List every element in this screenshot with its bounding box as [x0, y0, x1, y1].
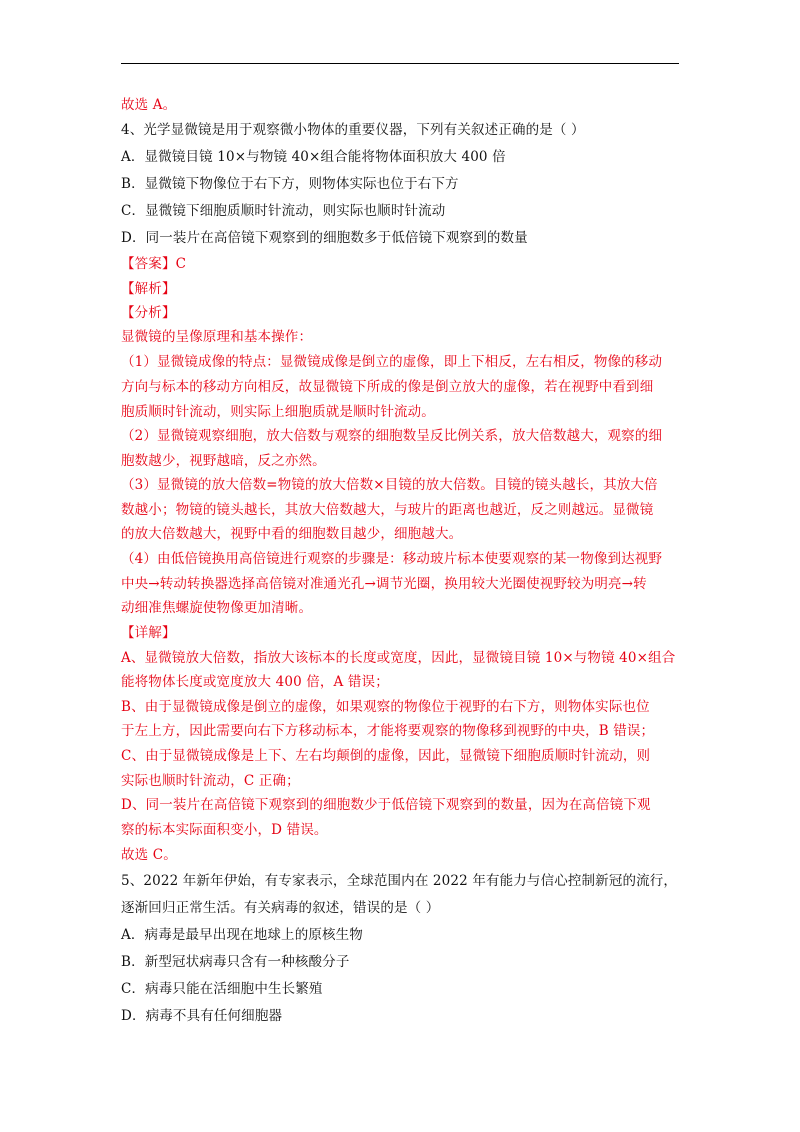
q4-xiangjie-line: D、同一装片在高倍镜下观察到的细胞数少于低倍镜下观察到的数量，因为在高倍镜下观 — [121, 797, 651, 813]
q4-xiangjie-line: B、由于显微镜成像是倒立的虚像，如果观察的物像位于视野的右下方，则物体实际也位 — [121, 699, 650, 715]
prev-conclusion: 故选 A。 — [121, 97, 177, 113]
q4-option-b: B．显微镜下物像位于右下方，则物体实际也位于右下方 — [121, 176, 459, 192]
q4-fenxi-line: 的放大倍数越大，视野中看的细胞数目越少，细胞越大。 — [121, 526, 463, 542]
header-rule — [121, 63, 679, 64]
q4-fenxi-line: （2）显微镜观察细胞，放大倍数与观察的细胞数呈反比例关系，放大倍数越大，观察的细 — [121, 428, 663, 444]
q4-xiangjie-line: 能将物体长度或宽度放大 400 倍，A 错误； — [121, 674, 389, 690]
q5-stem-line: 5、2022 年新年伊始，有专家表示，全球范围内在 2022 年有能力与信心控制新冠的流行， — [121, 873, 678, 889]
q4-answer: 【答案】C — [121, 256, 187, 272]
q4-fenxi-heading: 【分析】 — [121, 305, 176, 321]
q4-fenxi-line: 动细准焦螺旋使物像更加清晰。 — [121, 600, 313, 616]
q5-option-c: C．病毒只能在活细胞中生长繁殖 — [121, 981, 323, 997]
q5-option-a: A．病毒是最早出现在地球上的原核生物 — [121, 927, 363, 943]
q4-option-a: A．显微镜目镜 10×与物镜 40×组合能将物体面积放大 400 倍 — [121, 149, 506, 165]
q4-fenxi-line: 方向与标本的移动方向相反，故显微镜下所成的像是倒立放大的虚像，若在视野中看到细 — [121, 379, 654, 395]
q4-fenxi-line: （4）由低倍镜换用高倍镜进行观察的步骤是：移动玻片标本使要观察的某一物像到达视野 — [121, 551, 663, 567]
q4-conclusion: 故选 C。 — [121, 847, 177, 863]
q4-xiangjie-line: 察的标本实际面积变小，D 错误。 — [121, 822, 328, 838]
q4-fenxi-line: （3）显微镜的放大倍数=物镜的放大倍数×目镜的放大倍数。目镜的镜头越长，其放大倍 — [121, 477, 658, 493]
q5-stem-line: 逐渐回归正常生活。有关病毒的叙述，错误的是（ ） — [121, 900, 440, 916]
q4-option-c: C．显微镜下细胞质顺时针流动，则实际也顺时针流动 — [121, 203, 446, 219]
q4-xiangjie-line: C、由于显微镜成像是上下、左右均颠倒的虚像，因此，显微镜下细胞质顺时针流动，则 — [121, 748, 651, 764]
q4-fenxi-line: 数越小；物镜的镜头越长，其放大倍数越大，与玻片的距离也越近，反之则越远。显微镜 — [121, 502, 654, 518]
q4-jiexi-heading: 【解析】 — [121, 281, 176, 297]
q4-stem: 4、光学显微镜是用于观察微小物体的重要仪器，下列有关叙述正确的是（ ） — [121, 122, 585, 138]
q4-xiangjie-heading: 【详解】 — [121, 625, 176, 641]
q4-fenxi-line: 胞质顺时针流动，则实际上细胞质就是顺时针流动。 — [121, 404, 435, 420]
q4-option-d: D．同一装片在高倍镜下观察到的细胞数多于低倍镜下观察到的数量 — [121, 230, 528, 246]
q4-fenxi-line: 胞数越少，视野越暗，反之亦然。 — [121, 453, 326, 469]
q5-option-d: D．病毒不具有任何细胞器 — [121, 1008, 283, 1024]
q4-fenxi-intro: 显微镜的呈像原理和基本操作： — [121, 329, 313, 345]
q4-fenxi-line: （1）显微镜成像的特点：显微镜成像是倒立的虚像，即上下相反，左右相反，物像的移动 — [121, 354, 663, 370]
q4-fenxi-line: 中央→转动转换器选择高倍镜对准通光孔→调节光圈，换用较大光圈使视野较为明亮→转 — [121, 576, 647, 592]
q4-xiangjie-line: 实际也顺时针流动，C 正确； — [121, 773, 300, 789]
q4-xiangjie-line: 于左上方，因此需要向右下方移动标本，才能将要观察的物像移到视野的中央，B 错误； — [121, 723, 655, 739]
q4-xiangjie-line: A、显微镜放大倍数，指放大该标本的长度或宽度，因此，显微镜目镜 10×与物镜 40×组合 — [121, 650, 676, 666]
q5-option-b: B．新型冠状病毒只含有一种核酸分子 — [121, 954, 350, 970]
